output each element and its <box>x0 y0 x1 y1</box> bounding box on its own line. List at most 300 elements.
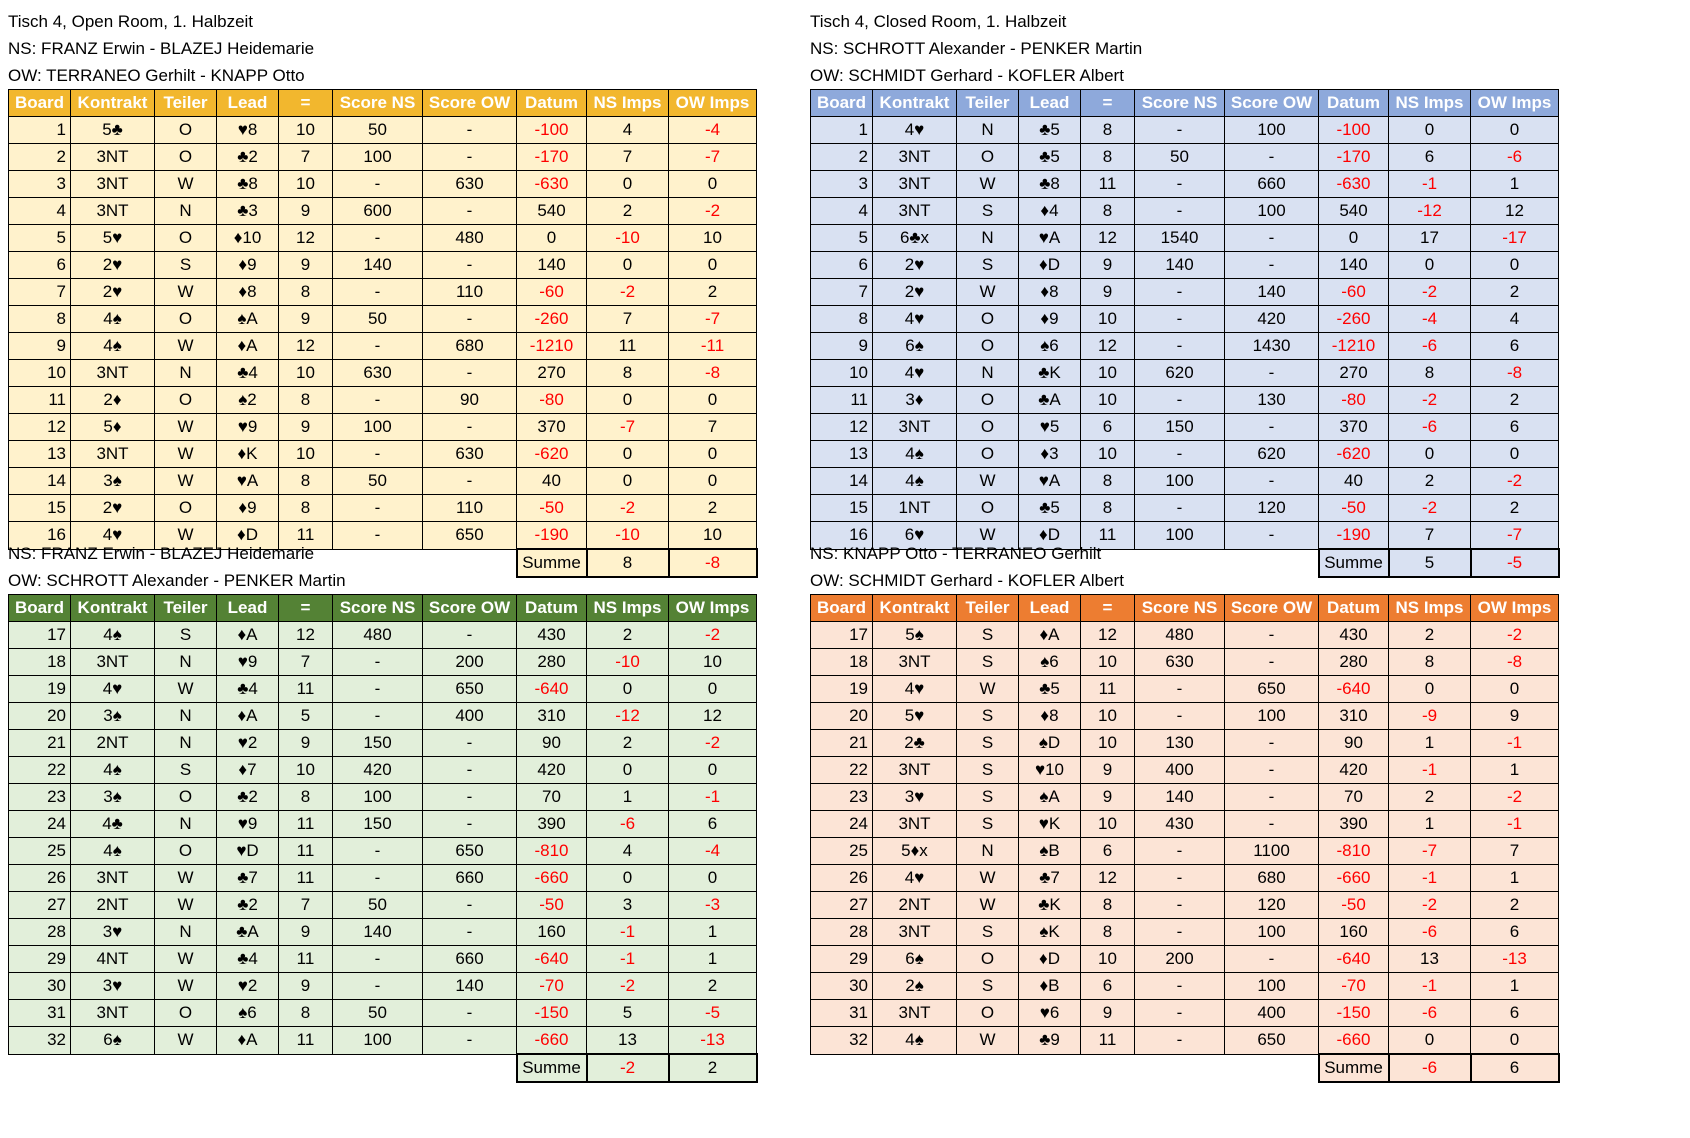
table-row <box>811 973 1559 1000</box>
empty-cell <box>9 1054 71 1082</box>
cell-board: 2 <box>811 144 873 171</box>
cell-dealer: S <box>957 198 1019 225</box>
cell-contract: 1NT <box>873 495 957 522</box>
cell-ow-imps: 2 <box>669 973 757 1000</box>
cell-datum: -190 <box>517 522 587 550</box>
cell-board: 30 <box>811 973 873 1000</box>
cell-ow-imps: 12 <box>1471 198 1559 225</box>
empty-cell <box>1019 1054 1081 1082</box>
empty-cell <box>217 1054 279 1082</box>
cell-tricks: 8 <box>279 784 333 811</box>
column-header-ns-imps: NS Imps <box>587 595 669 622</box>
cell-datum: -640 <box>517 676 587 703</box>
cell-datum: 390 <box>517 811 587 838</box>
cell-score-ns: - <box>333 973 423 1000</box>
table-row <box>9 865 757 892</box>
cell-datum: -50 <box>517 495 587 522</box>
table-row <box>9 649 757 676</box>
cell-ow-imps: 1 <box>669 946 757 973</box>
cell-lead: ♠2 <box>217 387 279 414</box>
cell-score-ow: 620 <box>1225 441 1319 468</box>
cell-datum: 40 <box>1319 468 1389 495</box>
cell-score-ns: - <box>1135 838 1225 865</box>
cell-score-ow: - <box>423 360 517 387</box>
cell-ns-imps: 0 <box>587 387 669 414</box>
cell-ow-imps: 7 <box>1471 838 1559 865</box>
cell-lead: ♠6 <box>217 1000 279 1027</box>
cell-contract: 4♣ <box>71 811 155 838</box>
closed-room-block <box>810 8 1560 578</box>
sum-label: Summe <box>1319 549 1389 577</box>
cell-score-ns: 140 <box>333 919 423 946</box>
column-header-lead: Lead <box>1019 595 1081 622</box>
cell-dealer: N <box>155 360 217 387</box>
table-row <box>811 838 1559 865</box>
cell-ns-imps: 2 <box>1389 468 1471 495</box>
cell-contract: 3NT <box>71 1000 155 1027</box>
cell-lead: ♥6 <box>1019 1000 1081 1027</box>
cell-contract: 5♦x <box>873 838 957 865</box>
cell-contract: 6♣x <box>873 225 957 252</box>
cell-lead: ♥5 <box>1019 414 1081 441</box>
cell-contract: 3NT <box>71 865 155 892</box>
cell-score-ow: - <box>1225 757 1319 784</box>
table-row <box>9 225 757 252</box>
cell-score-ns: 400 <box>1135 757 1225 784</box>
cell-contract: 3NT <box>873 171 957 198</box>
table-row <box>9 360 757 387</box>
cell-board: 32 <box>9 1027 71 1055</box>
cell-contract: 4♥ <box>71 522 155 550</box>
cell-datum: 140 <box>1319 252 1389 279</box>
cell-score-ow: 100 <box>1225 919 1319 946</box>
cell-ns-imps: 0 <box>1389 676 1471 703</box>
cell-board: 19 <box>811 676 873 703</box>
cell-dealer: O <box>957 306 1019 333</box>
cell-ns-imps: 2 <box>1389 622 1471 649</box>
score-table-open-room-2 <box>8 594 758 1083</box>
cell-ow-imps: 6 <box>1471 919 1559 946</box>
cell-ow-imps: 0 <box>669 676 757 703</box>
cell-lead: ♥K <box>1019 811 1081 838</box>
sum-row <box>811 1054 1559 1082</box>
column-header-board: Board <box>811 595 873 622</box>
cell-board: 13 <box>811 441 873 468</box>
cell-dealer: O <box>957 946 1019 973</box>
cell-board: 26 <box>811 865 873 892</box>
cell-datum: -640 <box>1319 676 1389 703</box>
cell-score-ns: - <box>1135 333 1225 360</box>
table-row <box>9 1027 757 1055</box>
cell-score-ns: 100 <box>333 1027 423 1055</box>
cell-lead: ♣8 <box>1019 171 1081 198</box>
column-header-ow-imps: OW Imps <box>669 595 757 622</box>
cell-board: 24 <box>9 811 71 838</box>
cell-score-ns: 100 <box>1135 468 1225 495</box>
cell-ns-imps: 0 <box>587 865 669 892</box>
cell-ow-imps: 2 <box>1471 892 1559 919</box>
cell-ow-imps: 0 <box>1471 441 1559 468</box>
cell-dealer: O <box>957 414 1019 441</box>
table-row <box>9 757 757 784</box>
cell-contract: 2NT <box>71 730 155 757</box>
cell-dealer: O <box>155 144 217 171</box>
cell-datum: -70 <box>1319 973 1389 1000</box>
cell-board: 8 <box>9 306 71 333</box>
cell-ow-imps: 6 <box>1471 333 1559 360</box>
empty-cell <box>423 1054 517 1082</box>
cell-board: 31 <box>9 1000 71 1027</box>
column-header-score-ns: Score NS <box>333 595 423 622</box>
cell-tricks: 11 <box>279 811 333 838</box>
cell-ow-imps: -8 <box>669 360 757 387</box>
table-row <box>811 730 1559 757</box>
empty-cell <box>811 1054 873 1082</box>
cell-board: 19 <box>9 676 71 703</box>
cell-datum: -260 <box>517 306 587 333</box>
cell-dealer: W <box>957 171 1019 198</box>
column-header-lead: Lead <box>1019 90 1081 117</box>
cell-tricks: 9 <box>1081 757 1135 784</box>
column-header-ns-imps: NS Imps <box>1389 90 1471 117</box>
cell-ns-imps: 8 <box>1389 649 1471 676</box>
cell-board: 29 <box>9 946 71 973</box>
cell-ow-imps: -3 <box>669 892 757 919</box>
cell-contract: 3♦ <box>873 387 957 414</box>
cell-board: 1 <box>9 117 71 144</box>
cell-board: 17 <box>9 622 71 649</box>
header-row <box>9 595 757 622</box>
cell-ns-imps: -6 <box>1389 414 1471 441</box>
cell-score-ow: - <box>1225 144 1319 171</box>
cell-tricks: 9 <box>279 198 333 225</box>
column-header-tricks: = <box>279 595 333 622</box>
ns-pair: NS: KNAPP Otto - TERRANEO Gerhilt <box>810 544 1102 563</box>
cell-tricks: 11 <box>279 946 333 973</box>
cell-datum: -640 <box>1319 946 1389 973</box>
cell-score-ow: 420 <box>1225 306 1319 333</box>
cell-datum: -260 <box>1319 306 1389 333</box>
cell-score-ow: - <box>423 730 517 757</box>
cell-lead: ♥9 <box>217 414 279 441</box>
cell-tricks: 9 <box>279 730 333 757</box>
cell-contract: 2♦ <box>71 387 155 414</box>
cell-board: 10 <box>9 360 71 387</box>
cell-ow-imps: 2 <box>669 279 757 306</box>
cell-contract: 2♥ <box>71 279 155 306</box>
cell-datum: -1210 <box>517 333 587 360</box>
cell-ns-imps: -2 <box>1389 279 1471 306</box>
cell-ns-imps: -6 <box>1389 333 1471 360</box>
cell-ns-imps: -2 <box>1389 387 1471 414</box>
cell-lead: ♣7 <box>217 865 279 892</box>
empty-cell <box>1081 1054 1135 1082</box>
table-row <box>9 946 757 973</box>
cell-score-ns: - <box>333 946 423 973</box>
cell-dealer: S <box>957 252 1019 279</box>
table-row <box>9 973 757 1000</box>
cell-contract: 6♠ <box>873 333 957 360</box>
cell-score-ns: - <box>333 387 423 414</box>
table-row <box>811 306 1559 333</box>
cell-lead: ♦A <box>217 703 279 730</box>
cell-score-ns: - <box>333 838 423 865</box>
table-row <box>811 387 1559 414</box>
cell-score-ow: 660 <box>1225 171 1319 198</box>
cell-board: 14 <box>811 468 873 495</box>
cell-ow-imps: 0 <box>669 171 757 198</box>
cell-lead: ♦A <box>217 1027 279 1055</box>
cell-ow-imps: 0 <box>1471 252 1559 279</box>
cell-ns-imps: 4 <box>587 838 669 865</box>
cell-score-ow: 650 <box>1225 676 1319 703</box>
cell-score-ow: 650 <box>423 676 517 703</box>
cell-dealer: W <box>155 171 217 198</box>
cell-score-ow: 1430 <box>1225 333 1319 360</box>
cell-score-ns: 140 <box>1135 784 1225 811</box>
ns-pair: NS: FRANZ Erwin - BLAZEJ Heidemarie <box>8 544 315 563</box>
cell-ns-imps: 0 <box>587 441 669 468</box>
cell-score-ns: - <box>333 865 423 892</box>
cell-contract: 3♥ <box>71 919 155 946</box>
cell-lead: ♠A <box>217 306 279 333</box>
column-header-dealer: Teiler <box>155 90 217 117</box>
cell-ns-imps: 3 <box>587 892 669 919</box>
cell-score-ns: - <box>1135 919 1225 946</box>
cell-tricks: 8 <box>1081 495 1135 522</box>
cell-datum: -630 <box>517 171 587 198</box>
cell-ow-imps: 1 <box>1471 171 1559 198</box>
sum-ns-imps: -6 <box>1389 1054 1471 1082</box>
cell-tricks: 10 <box>1081 387 1135 414</box>
cell-lead: ♣5 <box>1019 144 1081 171</box>
cell-tricks: 10 <box>1081 360 1135 387</box>
cell-dealer: S <box>957 811 1019 838</box>
cell-ns-imps: -12 <box>1389 198 1471 225</box>
cell-score-ow: 650 <box>423 838 517 865</box>
cell-dealer: S <box>155 622 217 649</box>
cell-board: 22 <box>9 757 71 784</box>
cell-tricks: 10 <box>1081 306 1135 333</box>
cell-contract: 3NT <box>71 171 155 198</box>
cell-tricks: 7 <box>279 892 333 919</box>
cell-board: 4 <box>811 198 873 225</box>
cell-ns-imps: -2 <box>1389 495 1471 522</box>
cell-dealer: N <box>957 117 1019 144</box>
cell-board: 21 <box>9 730 71 757</box>
cell-ow-imps: -8 <box>1471 649 1559 676</box>
cell-score-ow: 660 <box>423 865 517 892</box>
cell-tricks: 9 <box>1081 784 1135 811</box>
cell-ns-imps: 7 <box>587 306 669 333</box>
cell-ns-imps: 6 <box>1389 144 1471 171</box>
cell-dealer: W <box>155 333 217 360</box>
cell-tricks: 10 <box>1081 441 1135 468</box>
cell-board: 18 <box>811 649 873 676</box>
cell-dealer: W <box>957 892 1019 919</box>
cell-contract: 2♥ <box>873 252 957 279</box>
cell-datum: 310 <box>1319 703 1389 730</box>
sum-ow-imps: 2 <box>669 1054 757 1082</box>
cell-dealer: O <box>957 144 1019 171</box>
cell-tricks: 8 <box>279 468 333 495</box>
cell-score-ow: 100 <box>1225 703 1319 730</box>
cell-lead: ♣4 <box>217 946 279 973</box>
cell-score-ow: 400 <box>1225 1000 1319 1027</box>
cell-board: 26 <box>9 865 71 892</box>
table-row <box>9 892 757 919</box>
cell-dealer: O <box>155 306 217 333</box>
cell-tricks: 11 <box>1081 171 1135 198</box>
cell-tricks: 8 <box>1081 198 1135 225</box>
table-row <box>811 919 1559 946</box>
cell-tricks: 10 <box>279 441 333 468</box>
cell-ns-imps: -1 <box>1389 865 1471 892</box>
cell-score-ns: 480 <box>333 622 423 649</box>
sum-ns-imps: 8 <box>587 549 669 577</box>
cell-score-ow: - <box>423 306 517 333</box>
column-header-tricks: = <box>1081 90 1135 117</box>
cell-board: 9 <box>811 333 873 360</box>
cell-datum: -170 <box>517 144 587 171</box>
cell-ow-imps: 10 <box>669 522 757 550</box>
cell-lead: ♦4 <box>1019 198 1081 225</box>
cell-contract: 5♦ <box>71 414 155 441</box>
sum-label: Summe <box>517 1054 587 1082</box>
empty-cell <box>957 1054 1019 1082</box>
cell-ow-imps: 6 <box>1471 1000 1559 1027</box>
cell-ow-imps: 0 <box>669 757 757 784</box>
cell-datum: -660 <box>1319 865 1389 892</box>
column-header-contract: Kontrakt <box>873 595 957 622</box>
cell-score-ns: - <box>1135 703 1225 730</box>
ow-pair: OW: SCHMIDT Gerhard - KOFLER Albert <box>810 66 1124 85</box>
cell-tricks: 8 <box>1081 144 1135 171</box>
cell-score-ow: 630 <box>423 441 517 468</box>
sum-ns-imps: 5 <box>1389 549 1471 577</box>
cell-score-ow: 100 <box>1225 973 1319 1000</box>
cell-ns-imps: -12 <box>587 703 669 730</box>
ow-pair: OW: SCHROTT Alexander - PENKER Martin <box>8 571 346 590</box>
table-row <box>9 279 757 306</box>
cell-dealer: N <box>957 225 1019 252</box>
cell-contract: 4♠ <box>71 306 155 333</box>
cell-lead: ♣9 <box>1019 1027 1081 1055</box>
table-row <box>9 198 757 225</box>
cell-contract: 4♥ <box>71 676 155 703</box>
cell-tricks: 11 <box>279 1027 333 1055</box>
cell-contract: 4♠ <box>71 622 155 649</box>
table-row <box>811 225 1559 252</box>
cell-score-ns: 1540 <box>1135 225 1225 252</box>
cell-dealer: S <box>957 973 1019 1000</box>
column-header-tricks: = <box>1081 595 1135 622</box>
cell-lead: ♣7 <box>1019 865 1081 892</box>
cell-ow-imps: -1 <box>669 784 757 811</box>
cell-contract: 4♥ <box>873 360 957 387</box>
cell-board: 11 <box>9 387 71 414</box>
cell-board: 27 <box>811 892 873 919</box>
cell-board: 20 <box>811 703 873 730</box>
cell-dealer: W <box>957 522 1019 550</box>
score-table-open-room <box>8 89 758 578</box>
cell-lead: ♦3 <box>1019 441 1081 468</box>
cell-board: 22 <box>811 757 873 784</box>
table-row <box>811 495 1559 522</box>
cell-score-ns: - <box>333 703 423 730</box>
cell-ow-imps: -6 <box>1471 144 1559 171</box>
cell-score-ns: 50 <box>333 1000 423 1027</box>
cell-datum: 540 <box>517 198 587 225</box>
cell-score-ow: - <box>1225 252 1319 279</box>
cell-score-ns: 630 <box>1135 649 1225 676</box>
cell-score-ns: 620 <box>1135 360 1225 387</box>
cell-score-ns: - <box>1135 198 1225 225</box>
cell-board: 11 <box>811 387 873 414</box>
cell-dealer: O <box>957 495 1019 522</box>
column-header-datum: Datum <box>517 90 587 117</box>
cell-lead: ♦9 <box>1019 306 1081 333</box>
sum-label: Summe <box>517 549 587 577</box>
cell-score-ow: 140 <box>1225 279 1319 306</box>
cell-lead: ♣A <box>1019 387 1081 414</box>
cell-datum: 420 <box>1319 757 1389 784</box>
cell-tricks: 10 <box>1081 703 1135 730</box>
cell-ns-imps: -7 <box>1389 838 1471 865</box>
cell-board: 23 <box>9 784 71 811</box>
cell-datum: -100 <box>517 117 587 144</box>
cell-ns-imps: -10 <box>587 649 669 676</box>
table-title: Tisch 4, Open Room, 1. Halbzeit <box>8 12 254 31</box>
cell-board: 7 <box>9 279 71 306</box>
cell-datum: 0 <box>517 225 587 252</box>
cell-datum: -50 <box>1319 495 1389 522</box>
cell-contract: 4NT <box>71 946 155 973</box>
cell-score-ns: - <box>1135 865 1225 892</box>
cell-dealer: O <box>957 333 1019 360</box>
table-row <box>811 892 1559 919</box>
cell-ns-imps: -10 <box>587 225 669 252</box>
cell-datum: 90 <box>1319 730 1389 757</box>
cell-datum: 70 <box>517 784 587 811</box>
cell-score-ow: 120 <box>1225 892 1319 919</box>
cell-score-ow: - <box>423 1000 517 1027</box>
table-row <box>9 387 757 414</box>
sum-label: Summe <box>1319 1054 1389 1082</box>
cell-tricks: 12 <box>279 225 333 252</box>
cell-datum: -60 <box>517 279 587 306</box>
column-header-score-ns: Score NS <box>1135 595 1225 622</box>
table-row <box>9 441 757 468</box>
cell-tricks: 8 <box>1081 919 1135 946</box>
cell-contract: 3NT <box>71 649 155 676</box>
cell-score-ow: - <box>1225 522 1319 550</box>
cell-contract: 3NT <box>71 360 155 387</box>
cell-ns-imps: 0 <box>587 468 669 495</box>
cell-tricks: 5 <box>279 703 333 730</box>
cell-dealer: S <box>957 757 1019 784</box>
cell-ns-imps: 0 <box>1389 1027 1471 1055</box>
cell-tricks: 11 <box>1081 1027 1135 1055</box>
score-table-closed-room-2 <box>810 594 1560 1083</box>
cell-score-ow: 1100 <box>1225 838 1319 865</box>
table-row <box>9 495 757 522</box>
cell-lead: ♦D <box>1019 946 1081 973</box>
table-row <box>9 919 757 946</box>
cell-lead: ♣3 <box>217 198 279 225</box>
cell-ns-imps: -6 <box>1389 1000 1471 1027</box>
cell-score-ns: 140 <box>333 252 423 279</box>
